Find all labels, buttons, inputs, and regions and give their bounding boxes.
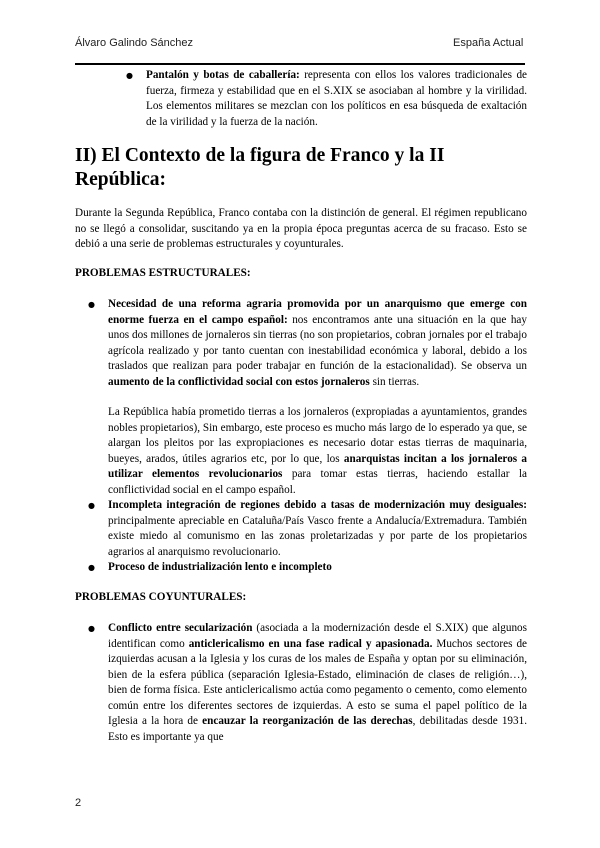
bold-text: anarquistas incitan a los jornaleros a utilizar elementos revolucionarios	[108, 452, 527, 480]
header-rule	[75, 63, 525, 65]
republic-paragraph	[108, 405, 527, 498]
list-item	[108, 297, 527, 390]
structural-problems-title: PROBLEMAS ESTRUCTURALES:	[75, 266, 251, 279]
list-item	[146, 68, 527, 130]
body-text: nos encontramos ante una situación en la que hay unos dos millones de jornaleros sin tierras (no son propietarios, cobran jornales por el trabajo agrícola realizado y por tanto cuentan con inestabilidad económica y laboral, debido a los traslados que realizan para poder trabajar en función de la estacionalidad). Se observa un	[108, 313, 527, 372]
header-author: Álvaro Galindo Sánchez	[75, 37, 194, 49]
bold-text: Pantalón y botas de caballería:	[146, 69, 300, 81]
section-heading: II) El Contexto de la figura de Franco y la II República:	[75, 145, 445, 190]
structural-list-continued	[108, 498, 527, 576]
intro-paragraph: Durante la Segunda República, Franco contaba con la distinción de general. El régimen republicano no se llegó a consolidar, suscitando ya en la propia época preguntas acerca de su fracaso. Esto se debió a una serie de problemas estructurales y coyunturales.	[75, 207, 527, 250]
bold-text: anticlericalismo en una fase radical y apasionada.	[188, 637, 433, 650]
list-item	[108, 621, 527, 745]
bold-text: Proceso de industrialización lento e incompleto	[108, 561, 332, 573]
body-text: , debilitadas desde 1931. Esto es importante ya que	[108, 715, 527, 743]
bullet-list-top	[146, 68, 527, 130]
conjunctural-problems-title: PROBLEMAS COYUNTURALES:	[75, 590, 247, 603]
bold-text: encauzar la reorganización de las derechas	[202, 715, 413, 727]
body-text: (asociada a la modernización desde el S.XIX) que algunos identifican como	[108, 622, 527, 650]
body-text: para tomar estas tierras, haciendo estallar la conflictividad social en el campo español.	[108, 468, 527, 496]
page-number: 2	[75, 797, 82, 809]
list-item	[108, 560, 527, 576]
body-text: La República había prometido tierras a los jornaleros (expropiadas a ayuntamientos, grandes nobles propietarios), Sin embargo, este proceso es mucho más largo de lo esperado ya que, se alargan los pleitos por las expropiaciones es necesario dotar estas tierras de maquinaria, bueyes, arados, útiles agrarios etc, por lo que, los	[108, 406, 527, 465]
body-text: Muchos sectores de izquierdas acusan a la Iglesia y los curas de los males de España y optan por su eliminación, bien de la esfera pública (separación Iglesia-Estado, eliminación de clases de religión…), bien de forma física. Este anticlericalismo actúa como pegamento o cemento, como elemento común entre los diferentes sectores de izquierdas. A esto se suma el papel político de la Iglesia a la hora de	[108, 637, 527, 727]
page-content	[75, 68, 527, 745]
conjunctural-list	[108, 621, 527, 745]
body-text: representa con ellos los valores tradicionales de fuerza, firmeza y estabilidad que en el S.XIX se asociaban al hombre y la virilidad. Los elementos militares se mezclan con los políticos en esa búsqueda de exaltación de la virilidad y la fuerza de la nación.	[146, 69, 527, 128]
bold-text: Incompleta integración de regiones debido a tasas de modernización muy desiguales:	[108, 499, 527, 511]
list-item	[108, 498, 527, 560]
bold-text: Necesidad de una reforma agraria promovida por un anarquismo que emerge con enorme fuerza en el campo español:	[108, 298, 527, 326]
bold-text: aumento de la conflictividad social con estos jornaleros	[108, 375, 370, 388]
body-text: sin tierras.	[369, 375, 420, 388]
body-text: principalmente apreciable en Cataluña/País Vasco frente a Andalucía/Extremadura. También existe miedo al comunismo en las zonas proletarizadas y por parte de los propietarios agrarios al anarquismo revolucionario.	[108, 514, 527, 558]
structural-list	[108, 297, 527, 390]
bold-text: Conflicto entre secularización	[108, 622, 253, 634]
header-course: España Actual	[453, 37, 524, 49]
